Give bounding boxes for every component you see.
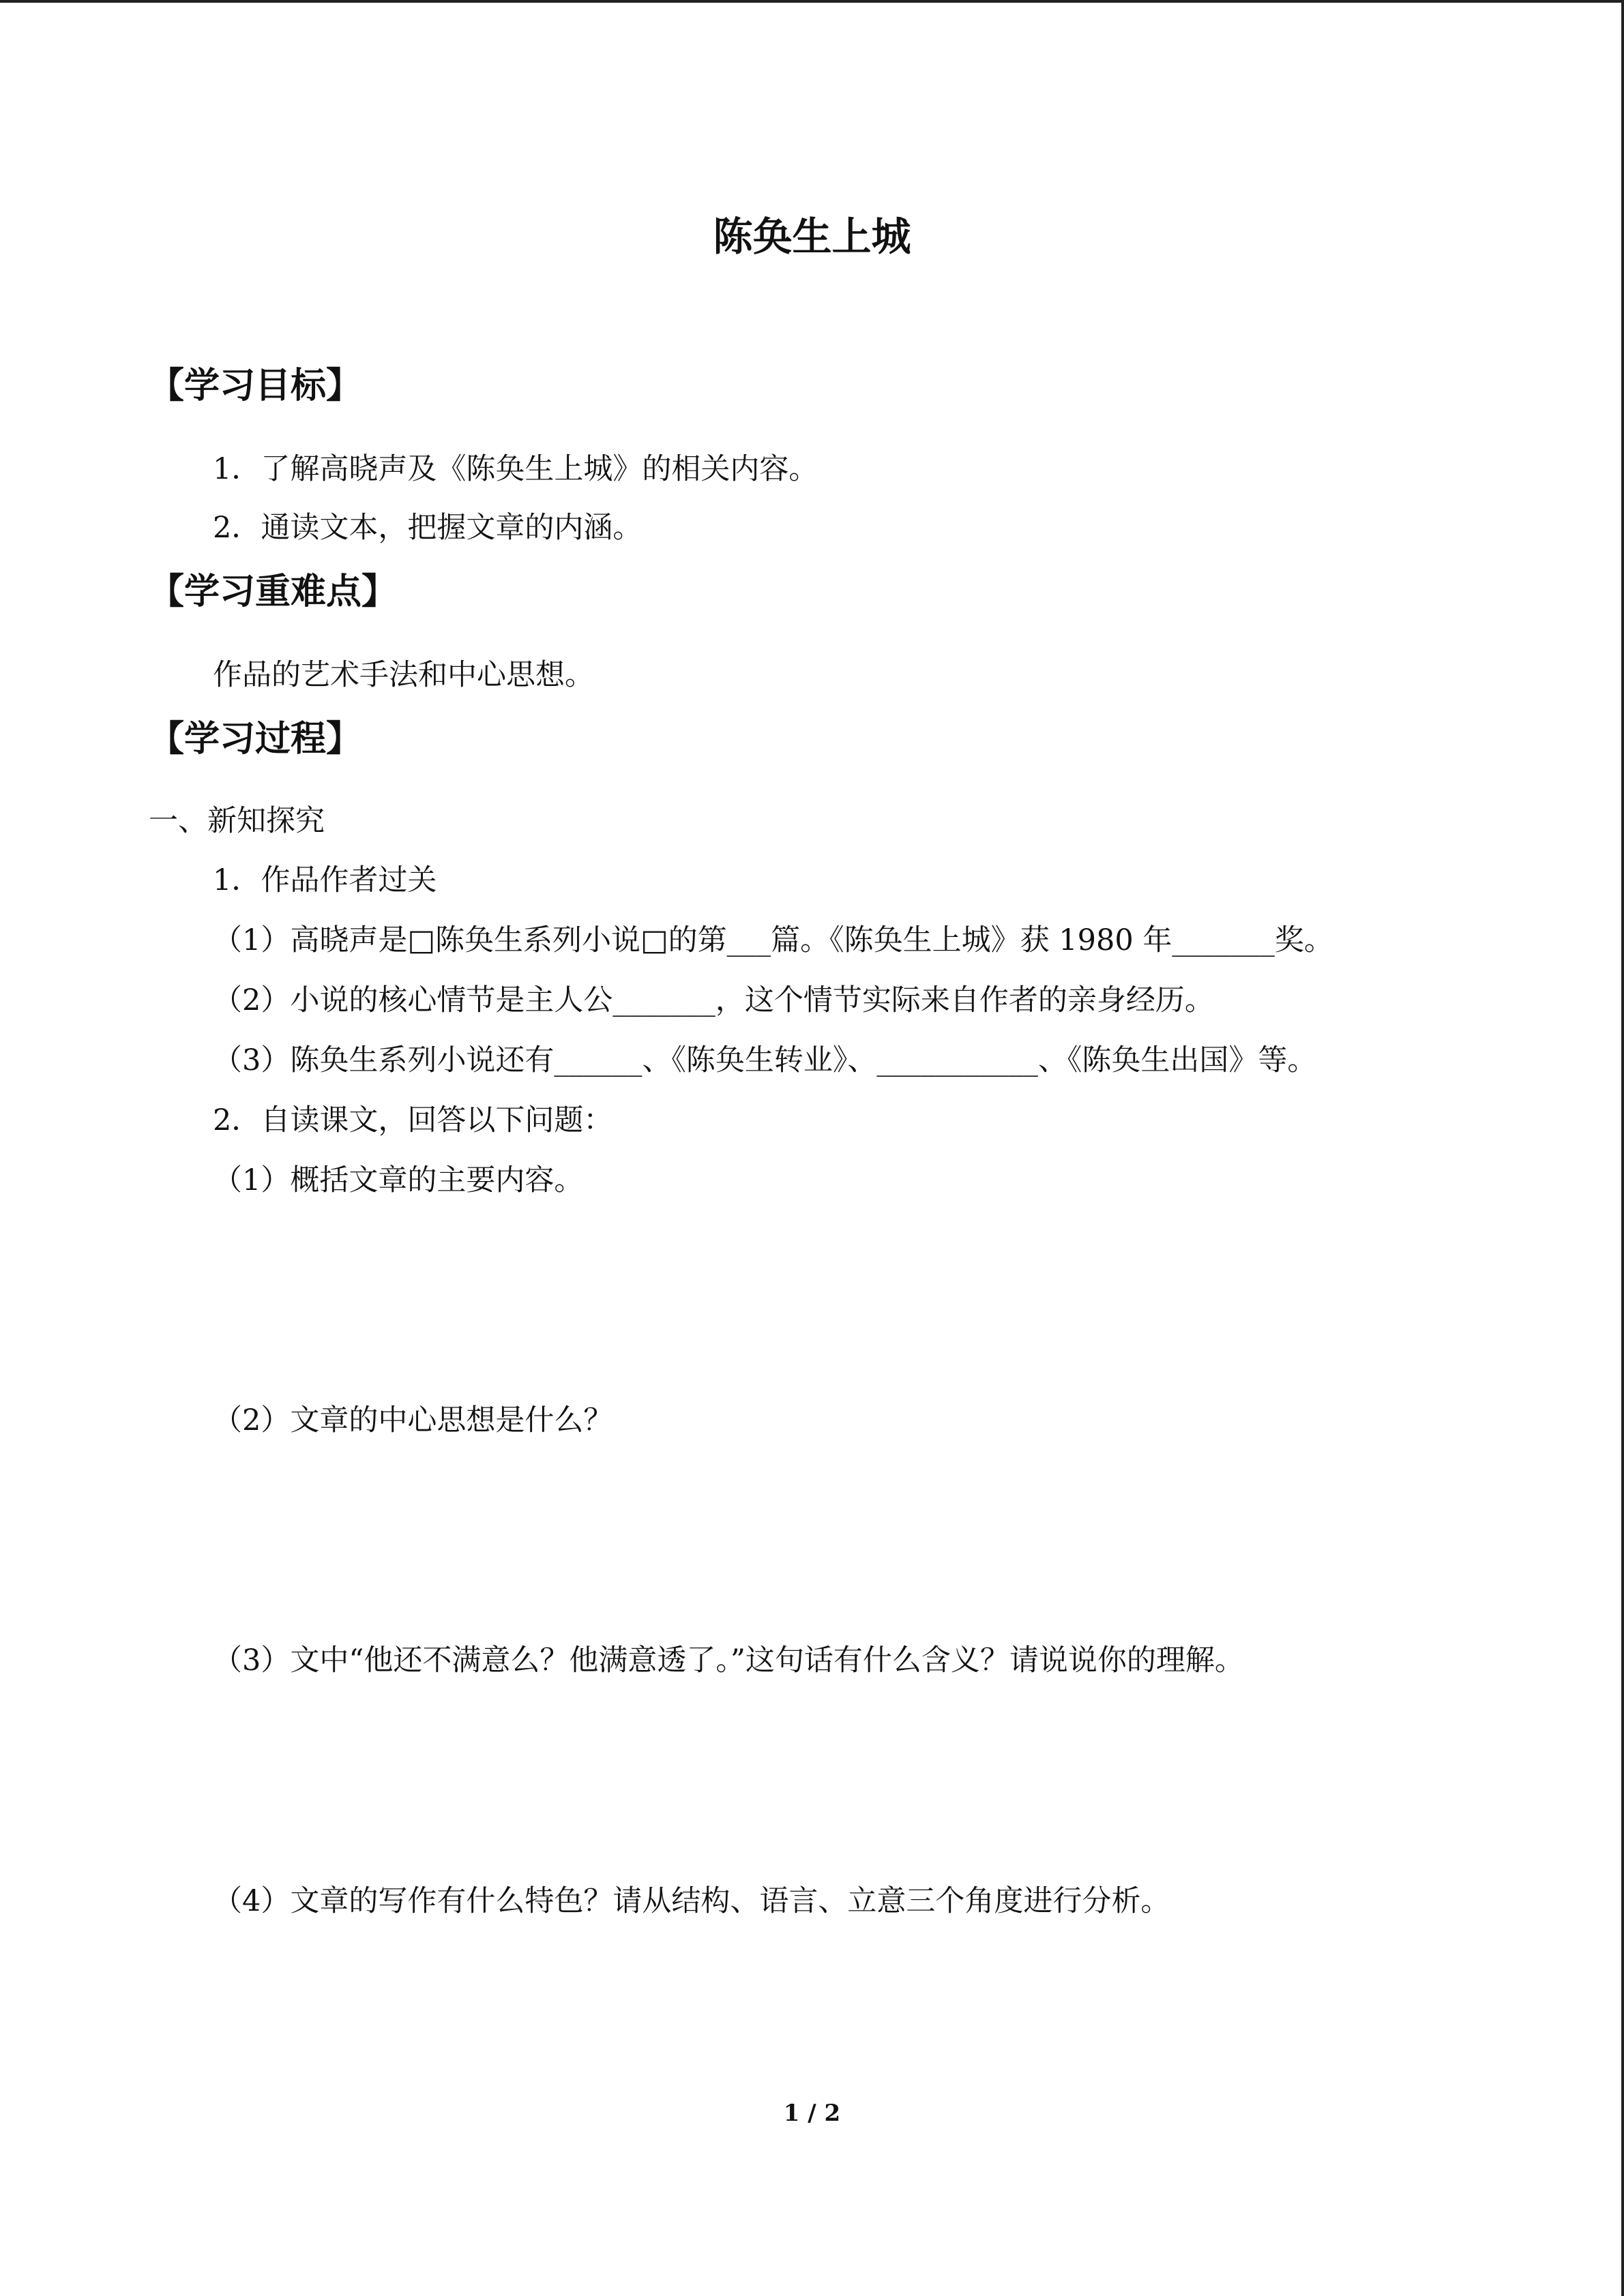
key-points-heading: 【学习重难点】 [149, 571, 398, 612]
document-title: 陈奂生上城 [713, 213, 911, 260]
q1-item-1: （1）高晓声是□陈奂生系列小说□的第___篇。《陈奂生上城》获 1980 年_______奖。 [213, 923, 1333, 957]
q2-label: 2．自读课文，回答以下问题： [213, 1103, 613, 1137]
page-number: 1 / 2 [783, 2100, 841, 2127]
goals-heading: 【学习目标】 [149, 366, 362, 406]
q1-item-2: （2）小说的核心情节是主人公_______，这个情节实际来自作者的亲身经历。 [213, 983, 1214, 1017]
key-points-text: 作品的艺术手法和中心思想。 [213, 658, 594, 692]
goal-item-2: 2．通读文本，把握文章的内涵。 [213, 511, 643, 545]
q2-item-4: （4）文章的写作有什么特色？请从结构、语言、立意三个角度进行分析。 [213, 1884, 1170, 1918]
goal-item-1: 1．了解高晓声及《陈奂生上城》的相关内容。 [213, 452, 818, 486]
q1-label: 1．作品作者过关 [213, 863, 437, 897]
q2-item-3: （3）文中“他还不满意么？他满意透了。”这句话有什么含义？请说说你的理解。 [213, 1643, 1244, 1678]
page-right-border [1621, 0, 1624, 2296]
page-top-border [0, 0, 1624, 3]
q1-item-3: （3）陈奂生系列小说还有______、《陈奂生转业》、___________、《陈奂生出国》等。 [213, 1043, 1317, 1077]
q2-item-1: （1）概括文章的主要内容。 [213, 1163, 584, 1197]
process-heading: 【学习过程】 [149, 719, 362, 760]
part1-label: 一、新知探究 [149, 804, 325, 838]
q2-item-2: （2）文章的中心思想是什么？ [213, 1403, 613, 1437]
